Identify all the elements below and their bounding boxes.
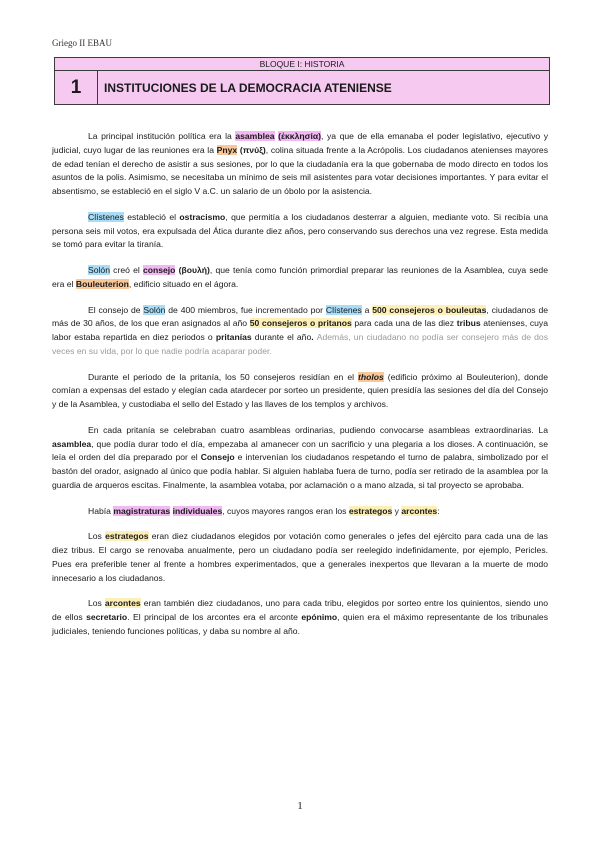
text-run: atenienses, cuya labor estaba repartida en diez periodos o [52, 318, 549, 342]
block-subtitle: BLOQUE I: HISTORIA [55, 58, 549, 71]
text-run: e intervenían los ciudadanos respetando el turno de palabra, simbolizado por el bastón del orador, asignado al único que podía hablar. Si alguien hablaba fuera de turno, podía ser retirado de la asamblea por la guardia de arqueros escitas. Finalmente, la asamblea votaba, por aclamación o a mano alzada, si tal proyecto se aprobaba. [52, 452, 548, 490]
term-solon: Solón [88, 265, 110, 275]
term-consejo: consejo [142, 265, 176, 275]
term-bouleuterion: Bouleuterion [75, 278, 129, 289]
text-run: , ciudadanos de más de 30 años, de los que eran asignados al año [52, 304, 549, 329]
text-run: : [437, 505, 440, 516]
term-arcontes: arcontes [104, 598, 141, 609]
paragraph-consejo [52, 264, 548, 292]
text-run: eran también diez ciudadanos, uno para cada tribu, elegidos por sorteo entre los quinientos, siendo uno de ellos [52, 598, 548, 622]
term-arcontes: arcontes [401, 505, 438, 516]
term-pnyx: Pnyx [216, 144, 238, 155]
page-number: 1 [297, 800, 303, 812]
text-run: , ya que de ella emanaba el poder legislativo, ejecutivo y judicial, cuyo lugar de las reuniones era la [52, 131, 548, 155]
term-50-consejeros: 50 consejeros o pritanos [249, 318, 352, 329]
text-run: Había [88, 505, 114, 516]
text-run: Los [88, 531, 106, 542]
block-main-row [55, 71, 549, 104]
term-secretario: secretario [86, 612, 128, 622]
block-title: INSTITUCIONES DE LA DEMOCRACIA ATENIENSE [104, 80, 392, 95]
term-500-consejeros: 500 consejeros o bouleutas [372, 304, 487, 315]
term-estrategos: estrategos [105, 531, 149, 542]
paragraph-arcontes [52, 597, 548, 638]
text-run: . [297, 625, 300, 636]
document-body [52, 130, 548, 651]
text-run: , edificio situado en el ágora. [128, 278, 239, 289]
term-pnyx-greek: (πνύξ) [239, 144, 266, 155]
term-consejo: Consejo [200, 452, 235, 463]
paragraph-estrategos [52, 530, 548, 585]
text-run: , cuyos mayores rangos eran los [222, 505, 349, 516]
term-tholos-text: tholos [358, 371, 384, 382]
text-run: de 400 miembros, fue incrementado por [165, 304, 326, 315]
text-run: eran diez ciudadanos elegidos por votación como generales o jefes del ejército para cada una de las diez tribus. El cargo se renovaba anualmente, pero un ciudadano podía ser reelegido indefinidamente, por ejemplo, Pericles. Pues era preferible tener al frente a hombres experimentados, que a generales inexpertos que llevaran a la muerte de modo innecesario a los ciudadanos. [52, 531, 548, 583]
text-run: . [311, 332, 317, 342]
term-eponimo: epónimo [301, 612, 338, 622]
text-run: estableció el [123, 211, 180, 222]
block-title-box [54, 57, 550, 105]
term-estrategos: estrategos [348, 505, 393, 516]
term-solon: Solón [143, 304, 166, 315]
term-clistenes: Clístenes [325, 304, 362, 315]
term-ostracismo: ostracismo [179, 211, 226, 222]
term-boule: (βουλή) [178, 265, 210, 275]
text-run: Durante el periodo de la pritanía, los 50 consejeros residían en el [88, 371, 358, 382]
document-header: Griego II EBAU [52, 38, 112, 48]
text-run: La principal institución política era la [88, 131, 236, 141]
text-run: a [361, 304, 373, 315]
term-clistenes: Clístenes [88, 211, 124, 222]
text-run: (edificio próximo al Bouleuterion), donde comían a expensas del estado y elegían cada atardecer por sorteo un presidente, quien presidía las sesiones del día del Consejo y de la Asamblea, y custodiaba el sello del Estado y las llaves de los templos y archivos. [52, 371, 548, 409]
text-run: , quien era el máximo representante de los tribunales judiciales, teniendo funciones políticas, y daba su nombre al año [52, 612, 549, 636]
text-run: y [392, 505, 402, 516]
paragraph-tholos [52, 371, 548, 412]
text-run: , que tenía como función primordial preparar las reuniones de la Asamblea, cuya sede era el [52, 265, 548, 289]
paragraph-magistraturas [52, 505, 548, 519]
block-number: 1 [55, 71, 98, 104]
text-run: durante el año [251, 332, 312, 342]
text-run: . El principal de los arcontes era el arconte [127, 612, 302, 622]
term-asamblea: asamblea [235, 131, 275, 141]
term-pritanias: pritanías [215, 332, 252, 342]
text-run: Los [88, 598, 105, 609]
text-run: , que podía durar todo el día, empezaba al amanecer con un sacrificio y una plegaria a los dioses. A continuación, se leía el orden del día preparado por el [52, 438, 548, 463]
term-magistraturas: magistraturas [113, 505, 171, 516]
term-tribus: tribus [456, 318, 481, 329]
text-run: para cada una de las diez [351, 318, 457, 329]
term-tholos [358, 372, 384, 382]
paragraph-asambleas [52, 424, 548, 493]
text-run: , colina situada frente a la Acrópolis. Los ciudadanos atenienses mayores de edad tenían el derecho de asistir a sus sesiones, por lo que la ciudadanía era la que gobernaba de modo directo en todos los asuntos de la polis. Asimismo, se necesitaba un mínimo de seis mil asistentes para votar decisiones importantes. Y para evitar el absentismo, se estableció en el siglo V a.C. un salario de un óbolo por la asistencia. [52, 144, 549, 196]
text-run: , que permitía a los ciudadanos desterrar a alguien, mediante voto. Si recibía una persona seis mil votos, era expulsada del Ática durante diez años, pero conservando sus derechos una vez regrese. Esta medida se tomó para evitar la tiranía. [52, 211, 548, 250]
paragraph-ostracismo [52, 211, 548, 252]
gray-note: Además, un ciudadano no podía ser consejero más de dos veces en su vida, por lo que nadie podría acaparar poder. [52, 332, 548, 356]
text-run: El consejo de [88, 304, 144, 315]
paragraph-asamblea [52, 130, 548, 199]
paragraph-consejeros [52, 304, 548, 359]
term-individuales: individuales [172, 505, 223, 516]
text-run: En cada pritanía se celebraban cuatro asambleas ordinarias, pudiendo convocarse asambleas extraordinarias. La [88, 424, 548, 435]
text-run: creó el [109, 265, 143, 275]
term-asamblea: asamblea [52, 438, 92, 449]
term-ekklesia: (ἐκκλησία) [278, 131, 322, 141]
